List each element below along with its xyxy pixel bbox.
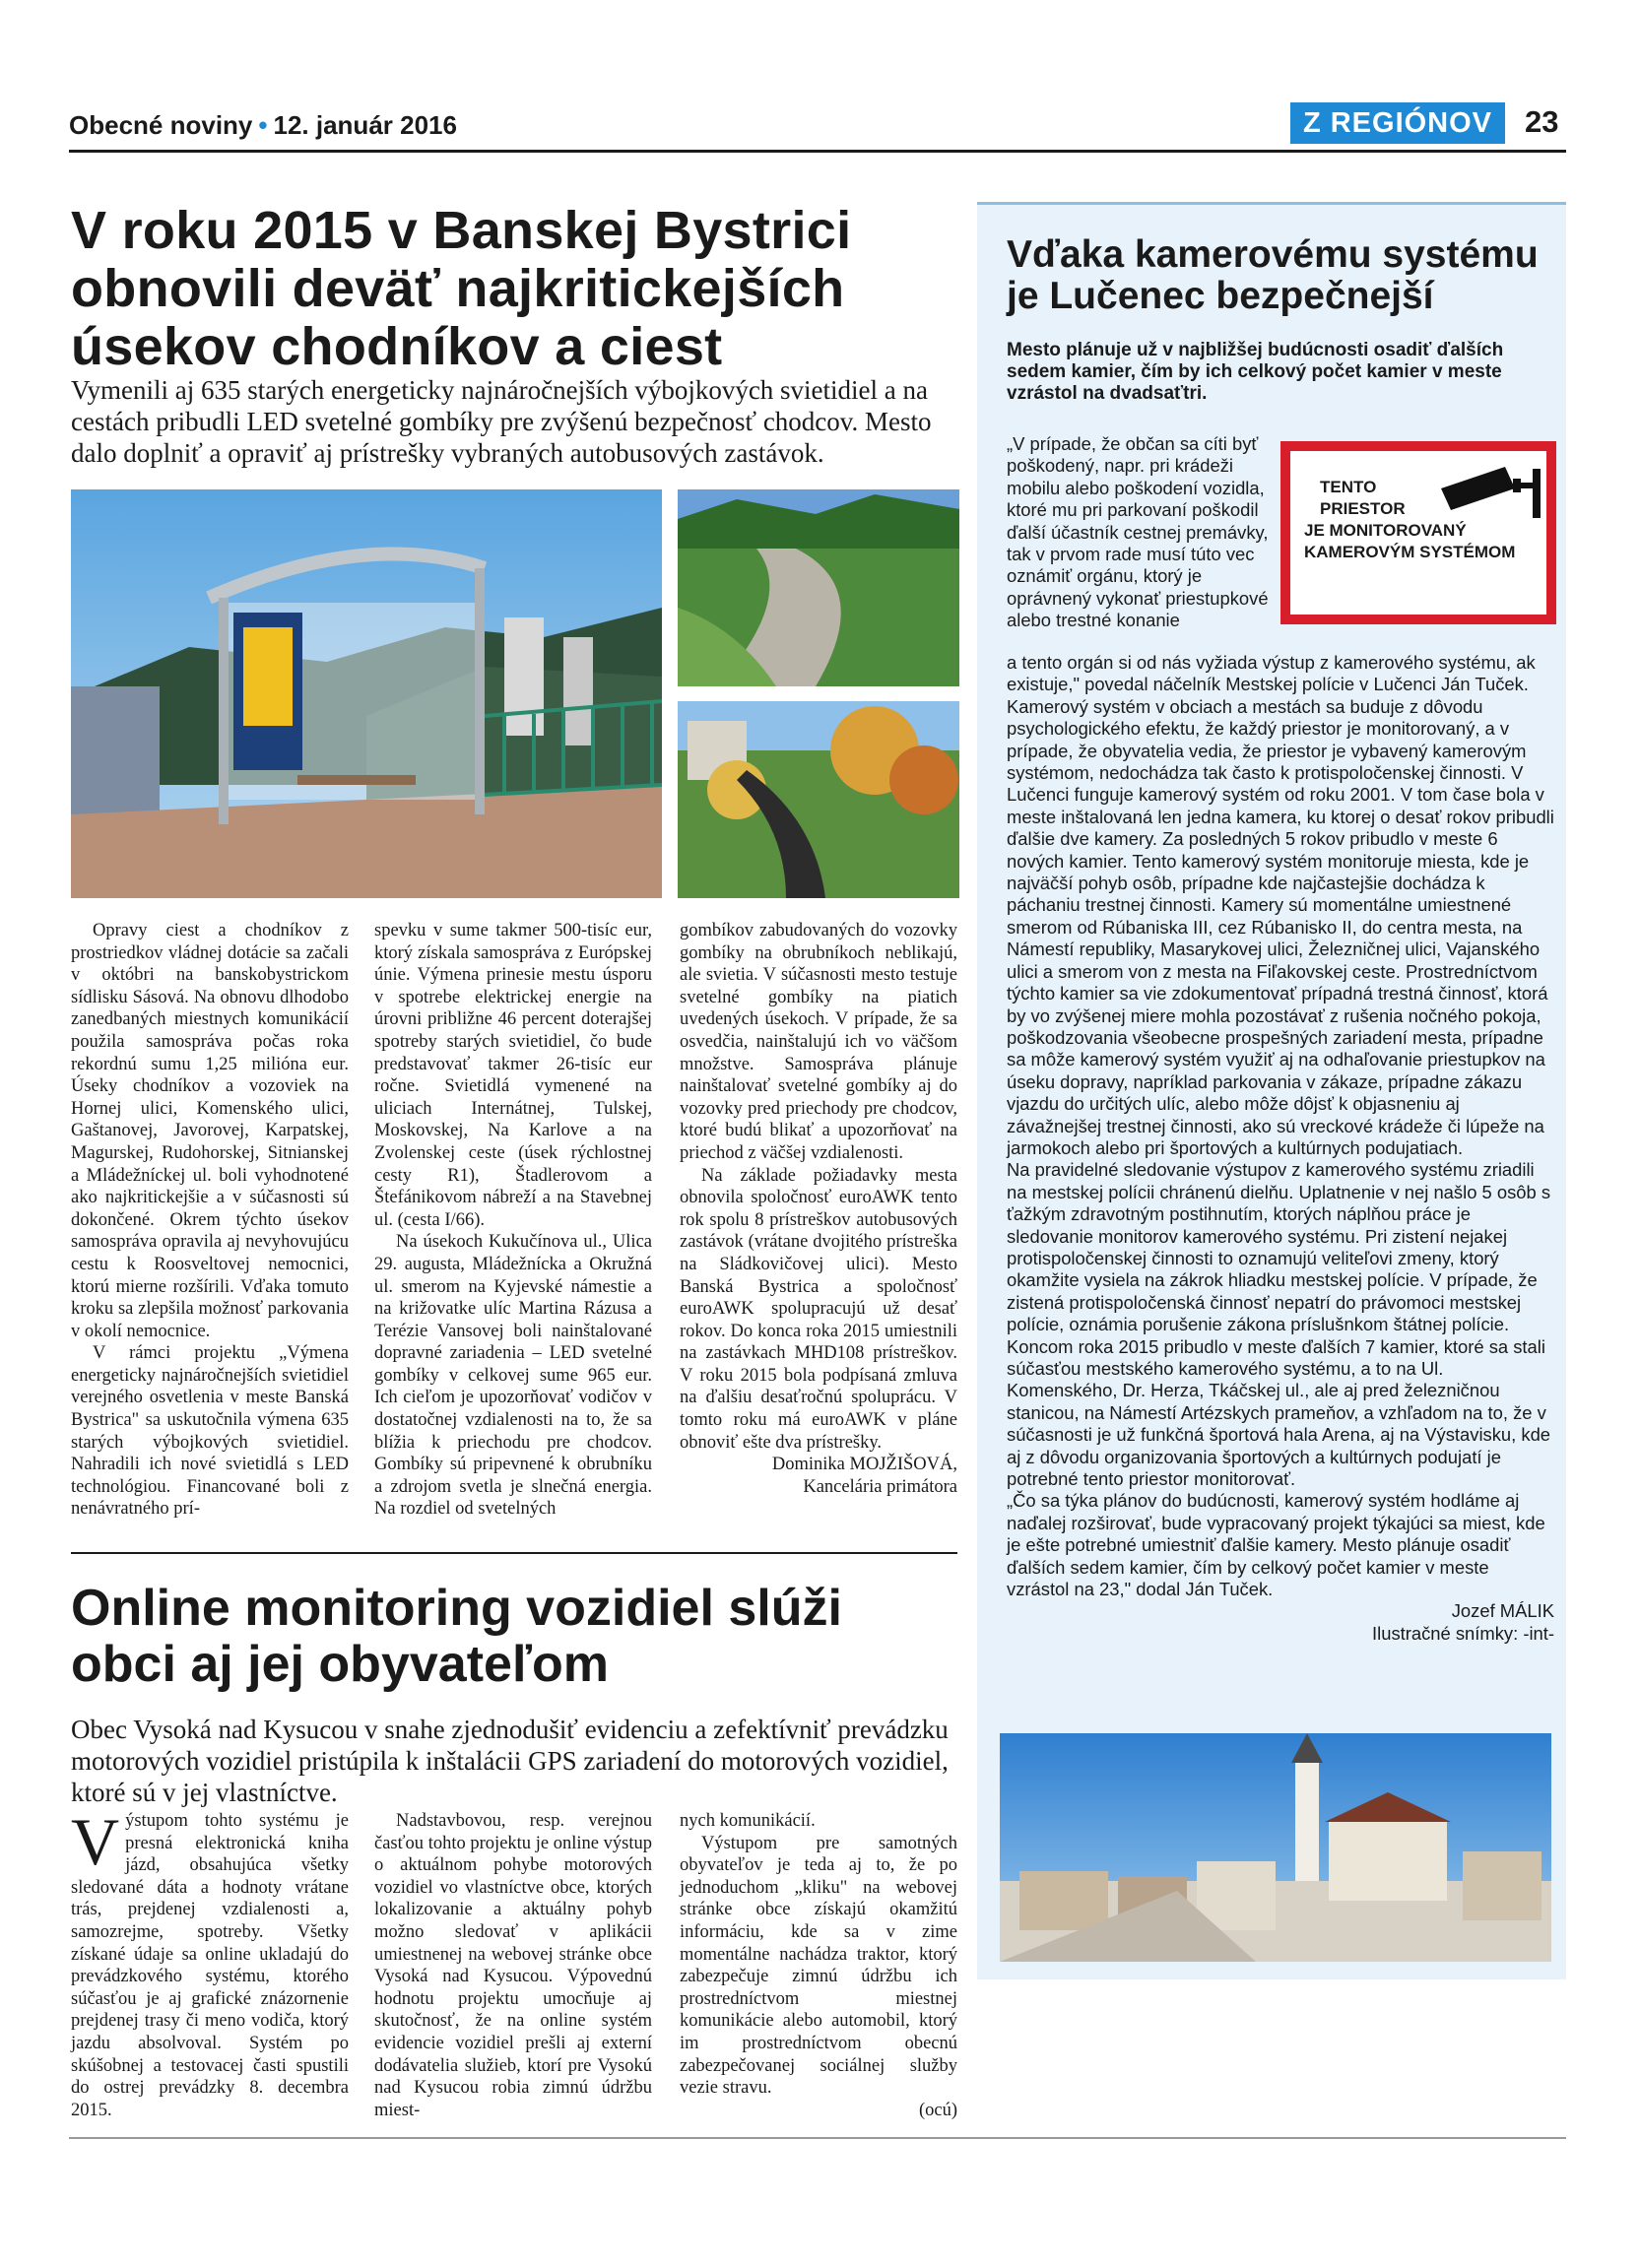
article1-paragraph: V rámci projektu „Výmena energeticky najnáročnejších svietidiel verejného osvetlenia v meste Banská Bystrica" sa uskutočnila výmena 635 starých výbojkových svietidiel. Nahradili ich nové svietidlá s LED technológiou. Financované boli z nenávratného prí- — [71, 1343, 349, 1520]
article2-column-3 — [680, 1810, 957, 2121]
article1-author: Dominika MOJŽIŠOVÁ, — [771, 1455, 957, 1475]
sidebar-paragraph: Na pravidelné sledovanie výstupov z kamerového systému zriadili na mestskej polícii chránenú dielňu. Uplatnenie v nej našlo 5 osôb s ťažkým zdravotným postihnutím, ktorých náplňou práce je sledovanie monitorov kamerového systému. Pri zistení nejakej protispoločenskej činnosti to oznamujú veliteľovi zmeny, ktorý okamžite vysiela na zákrok hliadku mestskej polície. V prípade, že zistená protispoločenská činnosť nepatrí do právomoci mestskej polície, oznámia porušenie zákona príslušnkom štátnej polície. Koncom roka 2015 pribudlo v meste ďalších 7 kamier, ktoré sa stali súčasťou mestského kamerového systému, a to na Ul. Komenského, Dr. Herza, Tkáčskej ul., ale aj pred železničnou stanicou, na Námestí Artézskych prameňov, a vzhľadom na to, že v súčasnosti je už funkčná športová hala Arena, aj na Výstavisku, kde aj z dôvodu organizovania športových a kultúrnych podujatí je potrebné tento priestor monitorovať. — [1007, 1159, 1551, 1490]
sidebar-paragraph: „Čo sa týka plánov do budúcnosti, kamerový systém hodláme aj naďalej rozširovať, bude vypracovaný projekt týkajúci sa miest, kde je ešte potrebné umiestniť ďalšie kamery. Mesto plánuje osadiť ďalších sedem kamier, čím by celkový počet kamier v meste vzrástol na 23," dodal Ján Tuček. — [1007, 1490, 1545, 1600]
article1-column-1 — [71, 920, 349, 1521]
article2-author: (ocú) — [918, 2100, 957, 2120]
article1-lead: Vymenili aj 635 starých energeticky najnáročnejších výbojkových svietidiel a na cestách pribudli LED svetelné gombíky pre zvýšenú bezpečnosť chodcov. Mesto dalo doplniť a opraviť aj prístrešky vybraných autobusových zastávok. — [71, 375, 932, 468]
sidebar-paragraph: Kamerový systém v obciach a mestách sa buduje z dôvodu psychologického efektu, že každý priestor je monitorovaný, a v prípade, že obyvatelia vedia, že priestor je vybavený kamerovým systémom, nedochádza tak často k protispoločenskej činnosti. V Lučenci funguje kamerový systém od roku 2001. V tom čase bola v meste inštalovaná len jedna kamera, ku ktorej o desať rokov pribudli ďalšie dve kamery. Za posledných 5 rokov pribudlo v meste 6 nových kamier. Tento kamerový systém monitoruje miesta, kde je najväčší pohyb osôb, prípadne kde najčastejšie dochádza k páchaniu trestnej činnosti. Kamery sú momentálne umiestnené smerom od Rúbaniska III, cez Rúbanisko II, do centra mesta, na Námestí republiky, Masarykovej ulici, Železničnej ulici, Vajanského ulici a smerom von z mesta na Fiľakovskej ceste. Prostredníctvom týchto kamier sa vie zdokumentovať prípadná trestná činnosť, ktorá by vo zvýšenej miere mohla pozostávať z rušenia nočného pokoja, poškodzovania všeobecne prospešných zariadení mesta, prípadne sa môže kamerový systém využiť aj na odhaľovanie priestupkov na úseku dopravy, napríklad parkovania v zákaze, prípadne zákazu vjazdu do určitých ulíc, alebo môže dôjsť k objasneniu aj závažnejšej trestnej činnosti, ako sú vreckové krádeže či lúpeže na jarmokoch alebo pri športových a kultúrnych podujatiach. — [1007, 695, 1554, 1158]
section-label: Z REGIÓNOV — [1290, 102, 1505, 144]
article2-column-2 — [374, 1810, 652, 2121]
sign-line: TENTO — [1320, 478, 1377, 496]
article-separator — [71, 1552, 957, 1554]
lucenec-town-photo — [1000, 1733, 1551, 1962]
issue-date: 12. január 2016 — [273, 110, 457, 140]
sidebar-author: Jozef MÁLIK — [1451, 1600, 1554, 1622]
sign-line: PRIESTOR — [1320, 499, 1406, 518]
sign-line: KAMEROVÝM SYSTÉMOM — [1304, 543, 1516, 561]
sidebar-top-rule — [977, 202, 1566, 205]
bullet-icon: • — [258, 110, 268, 140]
article1-column-2 — [374, 920, 652, 1521]
article2-paragraph: Výstupom pre samotných obyvateľov je teda aj to, že po jednoduchom „kliku" na webovej stránke obce získajú okamžitú informáciu, kde sa v zime momentálne nachádza traktor, ktorý zabezpečuje zimnú údržbu ich prostredníctvom miestnej komunikácie alebo automobil, ktorý im prostredníctvom obecnú zabezpečovanej sociálnej služby vezie stravu. — [680, 1833, 957, 2099]
autumn-path-photo — [678, 701, 959, 898]
publication-name: Obecné noviny — [69, 110, 253, 140]
cctv-camera-icon — [1436, 459, 1544, 528]
article2-paragraph: Nadstavbovou, resp. verejnou časťou tohto projektu je online výstup o aktuálnom pohybe motorových vozidiel vo vlastníctve obce, ktorých lokalizovanie a aktuálny pohyb možno sledovať v aplikácii umiestnenej na webovej stránke obce Vysoká nad Kysucou. Výpovednú hodnotu projektu umocňuje aj skutočnosť, že na online systém evidencie vozidiel prešli aj externí dodávatelia služieb, ktorí pre Vysokú nad Kysucou robia zimnú údržbu miest- — [374, 1811, 652, 2120]
article2-lead: Obec Vysoká nad Kysucou v snahe zjednodušiť evidenciu a zefektívniť prevádzku motorových vozidiel pristúpila k inštalácii GPS zariadení do motorových vozidiel, ktoré sú v jej vlastníctve. — [71, 1715, 949, 1807]
repaired-path-photo — [678, 489, 959, 686]
article1-paragraph: Opravy ciest a chodníkov z prostriedkov vládnej dotácie sa začali v októbri na banskobystrickom sídlisku Sásová. Na obnovu dlhodobo zanedbaných miestnych komunikácií použila samospráva počas roka rekordnú sumu 1,25 milióna eur. Úseky chodníkov a vozoviek na Hornej ulici, Komenského ulici, Gaštanovej, Javorovej, Karpatskej, Magurskej, Rudohorskej, Sitnianskej a Mládežníckej ul. boli vyhodnotené ako najkritickejšie a v súčasnosti sú dokončené. Okrem týchto úsekov samospráva opravila aj nevyhovujúcu cestu k Roosveltovej nemocnici, ktorú mierne rozšírili. Vďaka tomuto kroku sa zlepšila možnosť parkovania v okolí nemocnice. — [71, 921, 349, 1341]
article1-author-role: Kancelária primátora — [803, 1476, 957, 1497]
article1-paragraph: Na úsekoch Kukučínova ul., Ulica 29. augusta, Mládežnícka a Okružná ul. smerom na Kyjevské námestie a na križovatke ulíc Martina Rázusa a Terézie Vansovej boli nainštalované dopravné zariadenia – LED svetelné gombíky v celkovej sume 965 eur. Ich cieľom je upozorňovať vodičov v dostatočnej vzdialenosti na to, že sa blížia k priechodu pre chodcov. Gombíky sú pripevnené k obrubníku a zdrojom svetla je slnečná energia. Na rozdiel od svetelných — [374, 1232, 652, 1520]
article1-paragraph: Na základe požiadavky mesta obnovila spoločnosť euroAWK tento rok spolu 8 prístreškov autobusových zastávok (vrátane dvojitého prístreška na Sládkovičovej ulici). Mesto Banská Bystrica a spoločnosť euroAWK spolupracujú už desať rokov. Do konca roka 2015 umiestnili na zastávkach MHD108 prístreškov. V roku 2015 bola podpísaná zmluva na ďalšiu desaťročnú spoluprácu. V tomto roku má euroAWK v pláne obnoviť ešte dva prístrešky. — [680, 1165, 957, 1453]
sidebar-title: Vďaka kamerovému systému je Lučenec bezpečnejší — [1007, 233, 1539, 317]
sidebar-paragraph: a tento orgán si od nás vyžiada výstup z kamerového systému, ak existuje," povedal náčelník Mestskej polície v Lučenci Ján Tuček. — [1007, 652, 1536, 695]
article1-paragraph: gombíkov zabudovaných do vozovky gombíky na obrubníkoch neblikajú, ale svietia. V súčasnosti mesto testuje svetelné gombíky na piatich uvedených úsekoch. V prípade, že sa osvedčia, nainštalujú ich vo väčšom množstve. Samospráva plánuje nainštalovať svetelné gombíky aj do vozovky pred priechody pre chodcov, ktoré budú blikať a upozorňovať na priechod z väčšej vzdialenosti. — [680, 921, 957, 1163]
sidebar-photo-credit: Ilustračné snímky: -int- — [1372, 1622, 1554, 1644]
article2-paragraph: nych komunikácií. — [680, 1811, 816, 1831]
sidebar-intro: „V prípade, že občan sa cíti byť poškodený, napr. pri krádeži mobilu alebo poškodení vozidla, ktoré mu pri parkovaní poškodil ďalší účastník cestnej premávky, tak v prvom rade musí túto vec oznámiť orgánu, ktorý je oprávnený vykonať priestupkové alebo trestné konanie — [1007, 433, 1269, 631]
header-rule — [69, 150, 1566, 153]
article2-title: Online monitoring vozidiel slúži obci aj jej obyvateľom — [71, 1580, 842, 1693]
masthead — [69, 110, 457, 141]
sidebar-lead: Mesto plánuje už v najbližšej budúcnosti osadiť ďalších sedem kamier, čím by ich celkový počet kamier v meste vzrástol na dvadsaťtri. — [1007, 340, 1504, 404]
sidebar-body — [1007, 652, 1554, 1645]
footer-rule — [69, 2137, 1566, 2139]
bus-stop-photo — [71, 489, 662, 898]
page-number: 23 — [1525, 104, 1559, 139]
drop-cap: V — [71, 1804, 120, 1879]
sign-line: JE MONITOROVANÝ — [1304, 521, 1467, 540]
article1-title: V roku 2015 v Banskej Bystrici obnovili deväť najkritickejších úsekov chodníkov a ciest — [71, 201, 852, 376]
article2-paragraph: ýstupom tohto systému je presná elektronická kniha jázd, obsahujúca všetky sledované dáta a hodnoty vrátane trás, prejdenej vzdialenosti a, samozrejme, spotreby. Všetky získané údaje sa online ukladajú do prevádzkového systému, ktorého súčasťou je aj grafické znázornenie prejdenej trasy či meno vodiča, ktorý jazdu absolvoval. Systém po skúšobnej a testovacej časti spustili do ostrej prevádzky 8. decembra 2015. — [71, 1811, 349, 2120]
article1-column-3 — [680, 920, 957, 1498]
camera-warning-sign — [1280, 441, 1556, 624]
article2-column-1 — [71, 1804, 349, 2121]
article1-paragraph: spevku v sume takmer 500-tisíc eur, ktorý získala samospráva z Európskej únie. Výmena prinesie mestu úsporu v spotrebe elektrickej energie na úrovni približne 46 percent doterajšej spotreby starých svietidiel, čo bude predstavovať takmer 26-tisíc eur ročne. Svietidlá vymenené na uliciach Internátnej, Tulskej, Moskovskej, Na Karlove a na Zvolenskej ceste (úsek rýchlostnej cesty R1), Štadlerovom a Štefánikovom nábreží a na Stavebnej ul. (cesta I/66). — [374, 921, 652, 1230]
